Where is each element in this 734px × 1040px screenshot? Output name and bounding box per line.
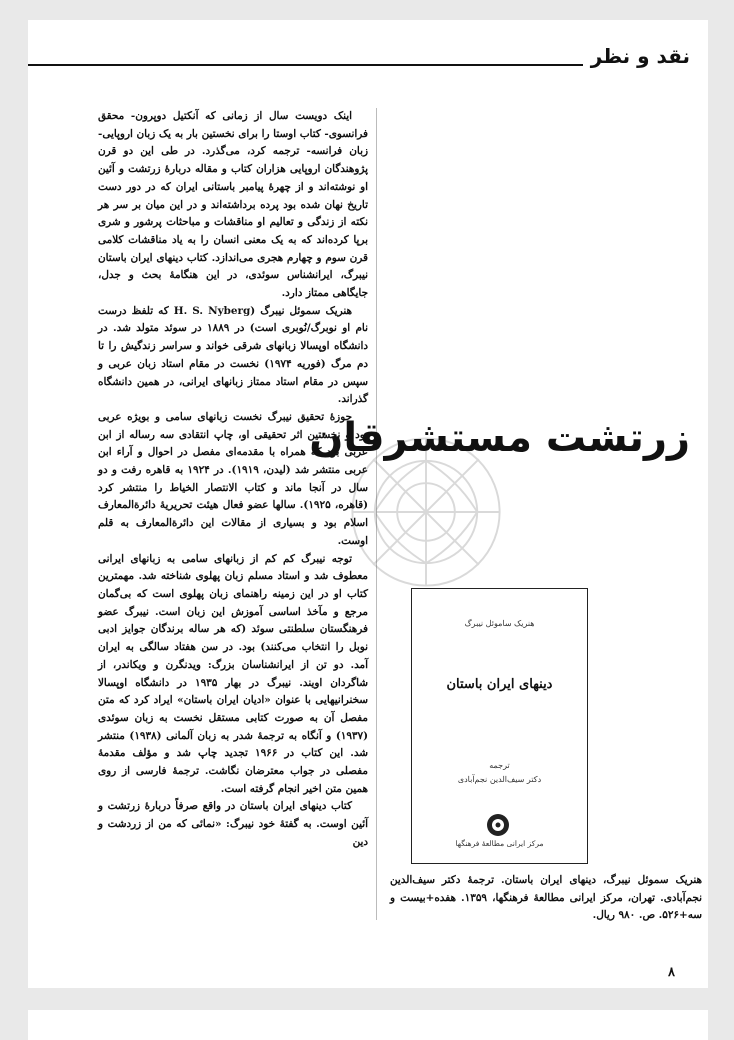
article-paragraph: اینک دویست سال از زمانی که آنکتیل دوپرون- محقق فرانسوی- کتاب اوستا را برای نخستین بار به یک زبان اروپایی- زبان فرانسه- ترجمه کرد، می‌گذرد. در طی این دو قرن پژوهندگان اروپایی هزاران کتاب و مقاله دربارهٔ زرتشت و آئین او نوشته‌اند و از چهرهٔ پیامبر باستانی ایران که در دور دست تاریخ نهان شده بود پرده برداشته‌اند و در این میان بر سر هر نکته از زندگی و تعالیم او مناقشات و مباحثات پرشور و شری برپا کرده‌اند که به یک معنی انسان را به یاد مناقشات کلامی قرن سوم و چهارم هجری می‌اندازد. کتاب دینهای ایران باستان نیبرگ، ایرانشناس سوئدی، در این هنگامهٔ بحث و جدل، جایگاهی ممتاز دارد. [98, 110, 368, 300]
book-citation: هنریک سموئل نیبرگ، دینهای ایران باستان. ترجمهٔ دکتر سیف‌الدین نجم‌آبادی. تهران، مرکز ایرانی مطالعهٔ فرهنگها، ۱۳۵۹. هفده+بیست و سه+۵۲۶. ص. ۹۸۰ ریال. [390, 874, 702, 921]
book-cover-author: هنریک ساموئل نیبرگ [464, 619, 535, 628]
article-paragraph: هنریک سموئل نیبرگ (H. S. Nyberg که تلفظ درست نام او نوبرگ/نُوبری است) در ۱۸۸۹ در سوئد متولد شد. در دانشگاه اوپسالا زبانهای شرقی خواند و سراسر زندگیش را تا دم مرگ (فوریه ۱۹۷۴) نخست در مقام استاد زبان عربی و سپس در مقام استاد ممتاز زبانهای ایرانی، در همین دانشگاه گذراند. [98, 304, 368, 406]
book-cover-title: دینهای ایران باستان [446, 677, 553, 692]
book-cover-publisher: مرکز ایرانی مطالعهٔ فرهنگها [455, 839, 544, 848]
header-rule [28, 64, 660, 66]
article-title: زرتشت مستشرقان [309, 415, 690, 461]
book-cover-translator-label: ترجمه [489, 761, 510, 770]
next-page-edge [28, 1010, 708, 1040]
section-header: نقد و نظر [583, 44, 690, 68]
book-cover-image [411, 588, 588, 864]
page-number: ۸ [668, 965, 675, 980]
article-body [98, 108, 368, 852]
article-paragraph: توجه نیبرگ کم کم از زبانهای سامی به زبانهای ایرانی معطوف شد و استاد مسلم زبان پهلوی شناخته شد. مهمترین کتاب او در این زمینه راهنمای زبان پهلوی است که بی‌گمان مرجع و مآخذ اساسی آموزش این زبان است. نیبرگ عضو فرهنگستان سلطنتی سوئد (که هر ساله برندگان جوایز ادبی نوبل را انتخاب می‌کنند) بود. در سن هفتاد سالگی به ایران آمد. دو تن از ایرانشناسان بزرگ: ویدنگرن و ویکاندر، از شاگردان اویند. نیبرگ در بهار ۱۹۳۵ در دانشگاه اوپسالا سخنرانیهایی با عنوان «ادیان ایران باستان» ایراد کرد که متن مفصل آن به صورت کتابی مستقل نخست به زبان سوئدی (۱۹۳۷) و آنگاه به ترجمهٔ شدر به زبان آلمانی (۱۹۳۸) منتشر شد. این کتاب در ۱۹۶۶ تجدید چاپ شد و مؤلف مقدمهٔ مفصلی در جواب معترضان نگاشت. ترجمهٔ فارسی از روی همین متن اخیر انجام گرفته است. [98, 552, 369, 795]
publisher-logo-icon [486, 813, 510, 837]
page-sheet [28, 20, 708, 988]
book-cover-translator: دکتر سیف‌الدین نجم‌آبادی [457, 775, 542, 784]
article-paragraph: کتاب دینهای ایران باستان در واقع صرفاً دربارهٔ زرتشت و آئین اوست. به گفتهٔ خود نیبرگ: «نمائی که من از زردشت و دین [98, 800, 368, 848]
article-paragraph: حوزهٔ تحقیق نیبرگ نخست زبانهای سامی و بویژه عربی بود و نخستین اثر تحقیقی او، چاپ انتقادی سه رساله از ابن عربی بود که همراه با مقدمه‌ای مفصل در احوال و آراء ابن عربی منتشر شد (لیدن، ۱۹۱۹). در ۱۹۲۴ به قاهره رفت و دو سال در آنجا ماند و کتاب الانتصار الخیاط را منتشر کرد (قاهره، ۱۹۲۵). سالها عضو فعال هیئت تحریریهٔ دائرة‌المعارف اسلام بود و بسیاری از مقالات این دائرة‌المعارف به قلم اوست. [98, 410, 368, 547]
